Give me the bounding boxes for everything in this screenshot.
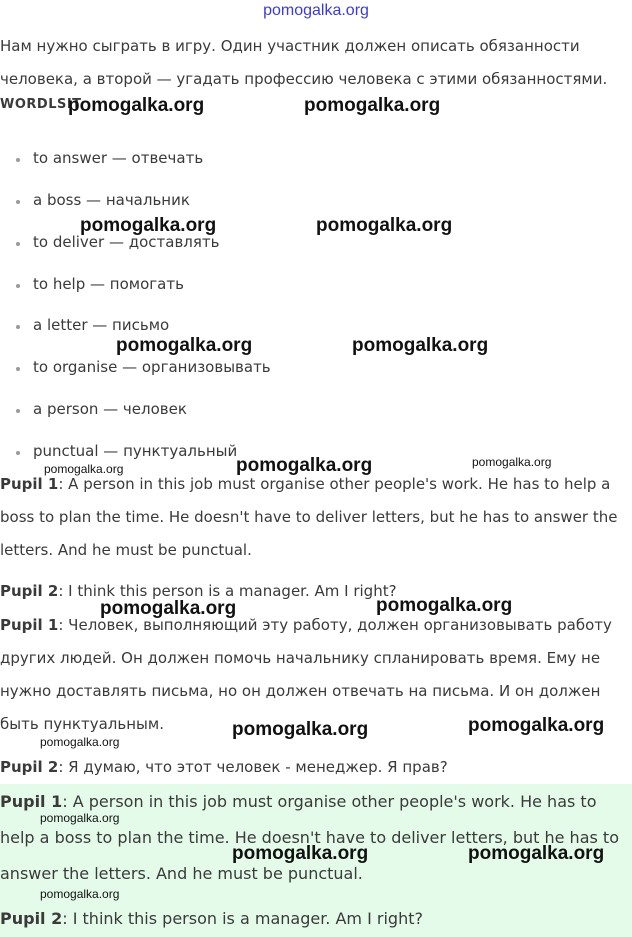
watermark: pomogalka.org xyxy=(44,462,124,476)
dialog-line: : I think this person is a manager. Am I right? xyxy=(62,909,423,928)
dialog-line: : Я думаю, что этот человек - менеджер. Я прав? xyxy=(58,758,448,776)
speaker-label: Pupil 1 xyxy=(0,475,59,493)
site-header[interactable]: pomogalka.org xyxy=(263,2,369,19)
watermark: pomogalka.org xyxy=(236,455,373,476)
intro-text: Нам нужно сыграть в игру. Один участник должен описать обязанности человека, а второй — угадать профессию человека с этими обязанностями. xyxy=(0,37,608,88)
bullet-icon xyxy=(16,242,20,246)
speaker-label: Pupil 1 xyxy=(0,792,63,811)
watermark: pomogalka.org xyxy=(116,335,253,356)
bullet-icon xyxy=(16,284,20,288)
bullet-icon xyxy=(16,451,20,455)
watermark: pomogalka.org xyxy=(232,843,369,864)
watermark: pomogalka.org xyxy=(40,735,120,749)
speaker-label: Pupil 2 xyxy=(0,909,63,928)
speaker-label: Pupil 2 xyxy=(0,758,59,776)
dialog-line: : I think this person is a manager. Am I right? xyxy=(58,582,397,600)
wordlist-heading: WORDLSIT xyxy=(0,97,82,112)
watermark: pomogalka.org xyxy=(472,455,552,469)
dialog-en-pupil2 xyxy=(0,575,628,608)
watermark: pomogalka.org xyxy=(68,95,205,116)
bullet-icon xyxy=(16,325,20,329)
dialog-green-pupil2 xyxy=(0,901,632,937)
watermark: pomogalka.org xyxy=(100,598,237,619)
watermark: pomogalka.org xyxy=(316,215,453,236)
dialog-line: : Человек, выполняющий эту работу, должен организовывать работу других людей. Он должен помочь начальнику спланировать время. Ему не нужно доставлять письма, но он должен отвечать на письма. И он должен быть пунктуальным. xyxy=(0,616,612,733)
watermark: pomogalka.org xyxy=(80,215,217,236)
bullet-icon xyxy=(16,367,20,371)
watermark: pomogalka.org xyxy=(468,715,605,736)
watermark: pomogalka.org xyxy=(304,95,441,116)
watermark: pomogalka.org xyxy=(40,811,120,825)
watermark: pomogalka.org xyxy=(352,335,489,356)
dialog-line: : A person in this job must organise other people's work. He has to help a boss to plan the time. He doesn't have to deliver letters, but he has to answer the letters. And he must be punctual. xyxy=(0,475,618,559)
speaker-label: Pupil 1 xyxy=(0,616,59,634)
bullet-icon xyxy=(16,409,20,413)
speaker-label: Pupil 2 xyxy=(0,582,59,600)
bullet-icon xyxy=(16,158,20,162)
dialog-ru-pupil2 xyxy=(0,751,628,784)
watermark: pomogalka.org xyxy=(40,887,120,901)
dialog-line: : A person in this job must organise other people's work. He has to help a boss to plan the time. He doesn't have to deliver letters, but he has to answer the letters. And he must be punctual. xyxy=(0,792,619,883)
bullet-icon xyxy=(16,200,20,204)
dialog-green-pupil1 xyxy=(0,784,632,892)
watermark: pomogalka.org xyxy=(376,595,513,616)
dialog-en-pupil1 xyxy=(0,468,628,567)
watermark: pomogalka.org xyxy=(468,843,605,864)
watermark: pomogalka.org xyxy=(232,719,369,740)
